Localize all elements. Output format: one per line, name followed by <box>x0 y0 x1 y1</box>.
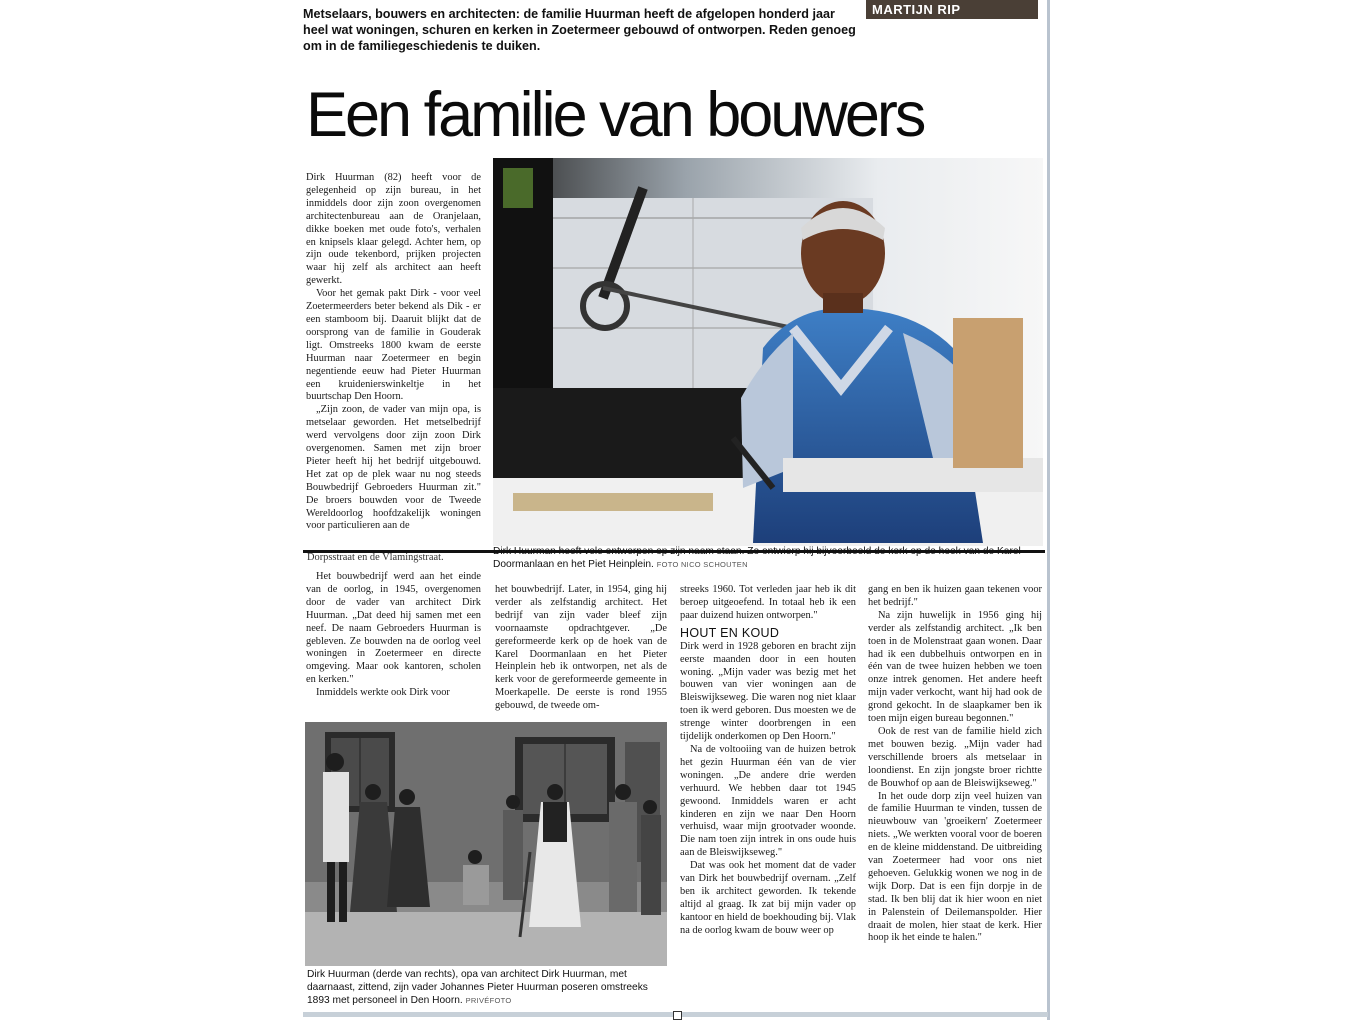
historic-group-photo <box>305 722 667 966</box>
paragraph: Dirk werd in 1928 geboren en bracht zijn eerste maanden door in een houten woning. „Mijn vader was bezig met het bouwen van vier woningen aan de Bleiswijkseweg. Die waren nog niet klaar toen ik werd geboren. Dus moesten we de strenge winter doorbrengen in een tijdelijk onderkomen op Den Hoorn." <box>680 640 856 743</box>
architect-portrait-photo <box>493 158 1043 546</box>
caption-text: Dirk Huurman heeft vele ontwerpen op zijn naam staan. Zo ontwierp hij bijvoorbeeld de kerk op de hoek van de Karel Doormanlaan en het Piet Heinplein. <box>493 546 1021 570</box>
resize-handle[interactable] <box>673 1011 682 1020</box>
paragraph: Ook de rest van de familie hield zich met bouwen bezig. „Mijn vader had verschillende broers als metselaar in loondienst. En zijn jongste broer richtte de Bouwhof op aan de Bleiswijkseweg." <box>868 725 1042 789</box>
paragraph: Het bouwbedrijf werd aan het einde van de oorlog, in 1945, overgenomen door de vader van architect Dirk Huurman. „Dat deed hij samen met een neef. De naam Gebroeders Huurman is gebleven. Ze bouwden na de oorlog veel woningen in Zoetermeer en directe omgeving. Maar ook kantoren, scholen en kerken." <box>306 571 481 686</box>
article-column-1b <box>306 571 481 700</box>
paragraph: Na de voltooiing van de huizen betrok het gezin Huurman één van de vier woningen. „De andere drie werden verhuurd. We hebben daar tot 1945 gewoond. Inmiddels waren er acht kinderen en zijn we naar Den Hoorn verhuisd, waar mijn grootvader woonde. Die nam toen zijn intrek in ons oude huis aan de Bleiswijkseweg." <box>680 743 856 859</box>
paragraph: het bouwbedrijf. Later, in 1954, ging hij verder als zelfstandig architect. Het bedrijf van zijn vader bleef zijn voornaamste opdrachtgever. „De gereformeerde kerk op de hoek van de Karel Doormanlaan en het Pieter Heinplein heb ik ontworpen, net als de kerk voor de gereformeerde gemeente in Moerkapelle. De eerste is rond 1955 gebouwd, de tweede om- <box>495 584 667 712</box>
article-column-2 <box>495 584 667 713</box>
paragraph: Inmiddels werkte ook Dirk voor <box>316 687 450 699</box>
photo-caption <box>493 545 1045 573</box>
paragraph: Voor het gemak pakt Dirk - voor veel Zoetermeerders beter bekend als Dik - er een stamboom bij. Daaruit blijkt dat de oorsprong van de familie in Gouderak ligt. Omstreeks 1800 kwam de eerste Huurman naar Zoetermeer en begin negentiende eeuw had Pieter Huurman een kruidenierswinkeltje in het buurtschap Den Hoorn. <box>306 288 481 403</box>
paragraph: In het oude dorp zijn veel huizen van de familie Huurman te vinden, tussen de nieuwbouw van 'groeikern' Zoetermeer niets. „We werkten vooral voor de boeren en de kleine middenstand. De uitbreiding van Zoetermeer had voor ons niet gehoeven. Gelukkig wonen we nog in de wijk Dorp. Dat is een fijn dorpje in de stad. Ik ben blij dat ik hier woon en niet in Palenstein of Deilemanspolder. Hier draait de molen, hier staat de kerk. Hier hoop ik het einde te halen." <box>868 790 1042 944</box>
column-continuation: Dorpsstraat en de Vlamingstraat. <box>307 552 444 563</box>
photo-credit: FOTO NICO SCHOUTEN <box>656 560 748 569</box>
photo-caption <box>307 968 667 1007</box>
paragraph: Na zijn huwelijk in 1956 ging hij verder als zelfstandig architect. „Ik ben toen in de Molenstraat gaan wonen. Daar had ik een dubbelhuis ontworpen en in één van de twee huizen hebben we toen onze intrek genomen. Het andere heeft mijn vader verkocht, want hij had ook de grond gekocht. In de slaapkamer ben ik toen mijn eigen bureau begonnen." <box>868 609 1042 725</box>
paragraph: Dat was ook het moment dat de vader van Dirk het bouwbedrijf overnam. „Zelf ben ik architect geworden. Ik tekende altijd al graag. Ik zat bij mijn vader op kantoor en hield de boekhouding bij. Vlak na de oorlog kwam de bouw weer op <box>680 860 856 936</box>
article-column-3 <box>680 584 856 938</box>
photo-credit: PRIVÉFOTO <box>465 996 512 1005</box>
paragraph: „Zijn zoon, de vader van mijn opa, is metselaar geworden. Het metselbedrijf werd vervolgens door zijn zoon Dirk overgenomen. Samen met zijn broer Pieter heeft hij het bedrijf uitgebouwd. Het zat op de plek waar nu nog steeds Bouwbedrijf Gebroeders Huurman zit." De broers bouwden voor de Tweede Wereldoorlog hoofdzakelijk woningen voor particulieren aan de <box>306 404 481 532</box>
author-byline: MARTIJN RIP <box>866 0 1038 19</box>
paragraph: Dirk Huurman (82) heeft voor de gelegenheid op zijn bureau, in het inmiddels door zijn zoon overgenomen architectenbureau aan de Oranjelaan, dikke boeken met oude foto's, verhalen en knipsels klaar gelegd. Achter hem, op zijn oude tekenbord, prijken projecten waar hij zelf als architect aan heeft gewerkt. <box>306 172 481 287</box>
paragraph: streeks 1960. Tot verleden jaar heb ik dit beroep uitgeoefend. In totaal heb ik een paar duizend huizen ontworpen." <box>680 584 856 621</box>
paragraph: gang en ben ik huizen gaan tekenen voor het bedrijf." <box>868 584 1042 608</box>
headline: Een familie van bouwers <box>306 80 924 150</box>
lead-paragraph: Metselaars, bouwers en architecten: de familie Huurman heeft de afgelopen honderd jaar heel wat woningen, schuren en kerken in Zoetermeer gebouwd of ontworpen. Reden genoeg om in de familiegeschiedenis te duiken. <box>303 7 856 53</box>
page-edge <box>1047 0 1050 1020</box>
article-column-4 <box>868 584 1042 945</box>
subheading: HOUT EN KOUD <box>680 625 780 640</box>
caption-text: Dirk Huurman (derde van rechts), opa van architect Dirk Huurman, met daarnaast, zittend, zijn vader Johannes Pieter Huurman poseren omstreeks 1893 met personeel in Den Hoorn. <box>307 969 648 1006</box>
article-column-1 <box>306 172 481 532</box>
